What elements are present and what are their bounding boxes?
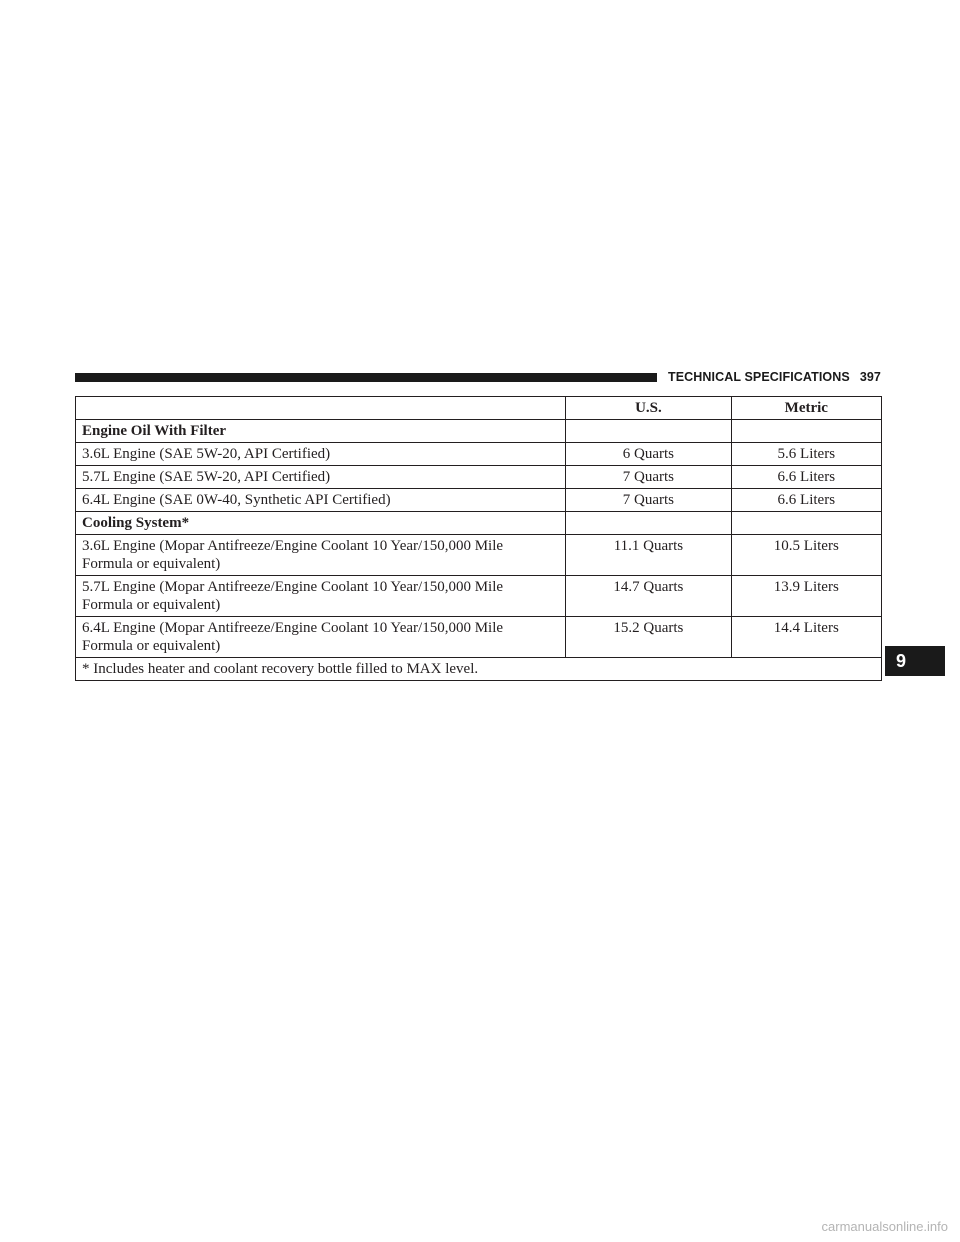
- row-item: 6.4L Engine (SAE 0W-40, Synthetic API Certified): [76, 489, 566, 512]
- watermark: carmanualsonline.info: [821, 1219, 948, 1234]
- row-us-value: 14.7 Quarts: [566, 576, 731, 617]
- table-row: [76, 617, 882, 658]
- row-metric-value: 10.5 Liters: [731, 535, 881, 576]
- section-row-engine-oil: [76, 420, 882, 443]
- empty-cell: [731, 420, 881, 443]
- table-header-row: [76, 397, 882, 420]
- fluid-capacities-table: [75, 396, 882, 681]
- row-item-line: Formula or equivalent): [82, 638, 221, 654]
- running-header: [668, 370, 881, 384]
- empty-cell: [731, 512, 881, 535]
- table-row: [76, 466, 882, 489]
- row-metric-value: 5.6 Liters: [731, 443, 881, 466]
- section-row-cooling-system: [76, 512, 882, 535]
- row-metric-value: 6.6 Liters: [731, 489, 881, 512]
- row-item-line: 5.7L Engine (Mopar Antifreeze/Engine Coolant 10 Year/150,000 Mile: [82, 579, 504, 595]
- row-item: [76, 576, 566, 617]
- table-footnote: * Includes heater and coolant recovery bottle filled to MAX level.: [76, 658, 882, 681]
- row-metric-value: 14.4 Liters: [731, 617, 881, 658]
- row-us-value: 7 Quarts: [566, 466, 731, 489]
- row-item: 5.7L Engine (SAE 5W-20, API Certified): [76, 466, 566, 489]
- section-heading: Engine Oil With Filter: [76, 420, 566, 443]
- row-item-line: 3.6L Engine (Mopar Antifreeze/Engine Coolant 10 Year/150,000 Mile: [82, 538, 504, 554]
- empty-cell: [566, 512, 731, 535]
- chapter-tab: 9: [885, 646, 945, 676]
- row-item: 3.6L Engine (SAE 5W-20, API Certified): [76, 443, 566, 466]
- row-us-value: 11.1 Quarts: [566, 535, 731, 576]
- row-item: [76, 617, 566, 658]
- table-row: [76, 443, 882, 466]
- column-header-item: [76, 397, 566, 420]
- column-header-metric: Metric: [731, 397, 881, 420]
- row-metric-value: 6.6 Liters: [731, 466, 881, 489]
- row-us-value: 15.2 Quarts: [566, 617, 731, 658]
- row-item: [76, 535, 566, 576]
- footnote-row: [76, 658, 882, 681]
- empty-cell: [566, 420, 731, 443]
- section-heading: Cooling System*: [76, 512, 566, 535]
- header-rule: [75, 373, 657, 382]
- row-item-line: Formula or equivalent): [82, 556, 221, 572]
- table-row: [76, 489, 882, 512]
- table-row: [76, 535, 882, 576]
- row-us-value: 7 Quarts: [566, 489, 731, 512]
- column-header-us: U.S.: [566, 397, 731, 420]
- section-title: TECHNICAL SPECIFICATIONS: [668, 370, 850, 384]
- row-metric-value: 13.9 Liters: [731, 576, 881, 617]
- page-number: 397: [859, 370, 881, 384]
- row-us-value: 6 Quarts: [566, 443, 731, 466]
- table-row: [76, 576, 882, 617]
- row-item-line: 6.4L Engine (Mopar Antifreeze/Engine Coolant 10 Year/150,000 Mile: [82, 620, 504, 636]
- row-item-line: Formula or equivalent): [82, 597, 221, 613]
